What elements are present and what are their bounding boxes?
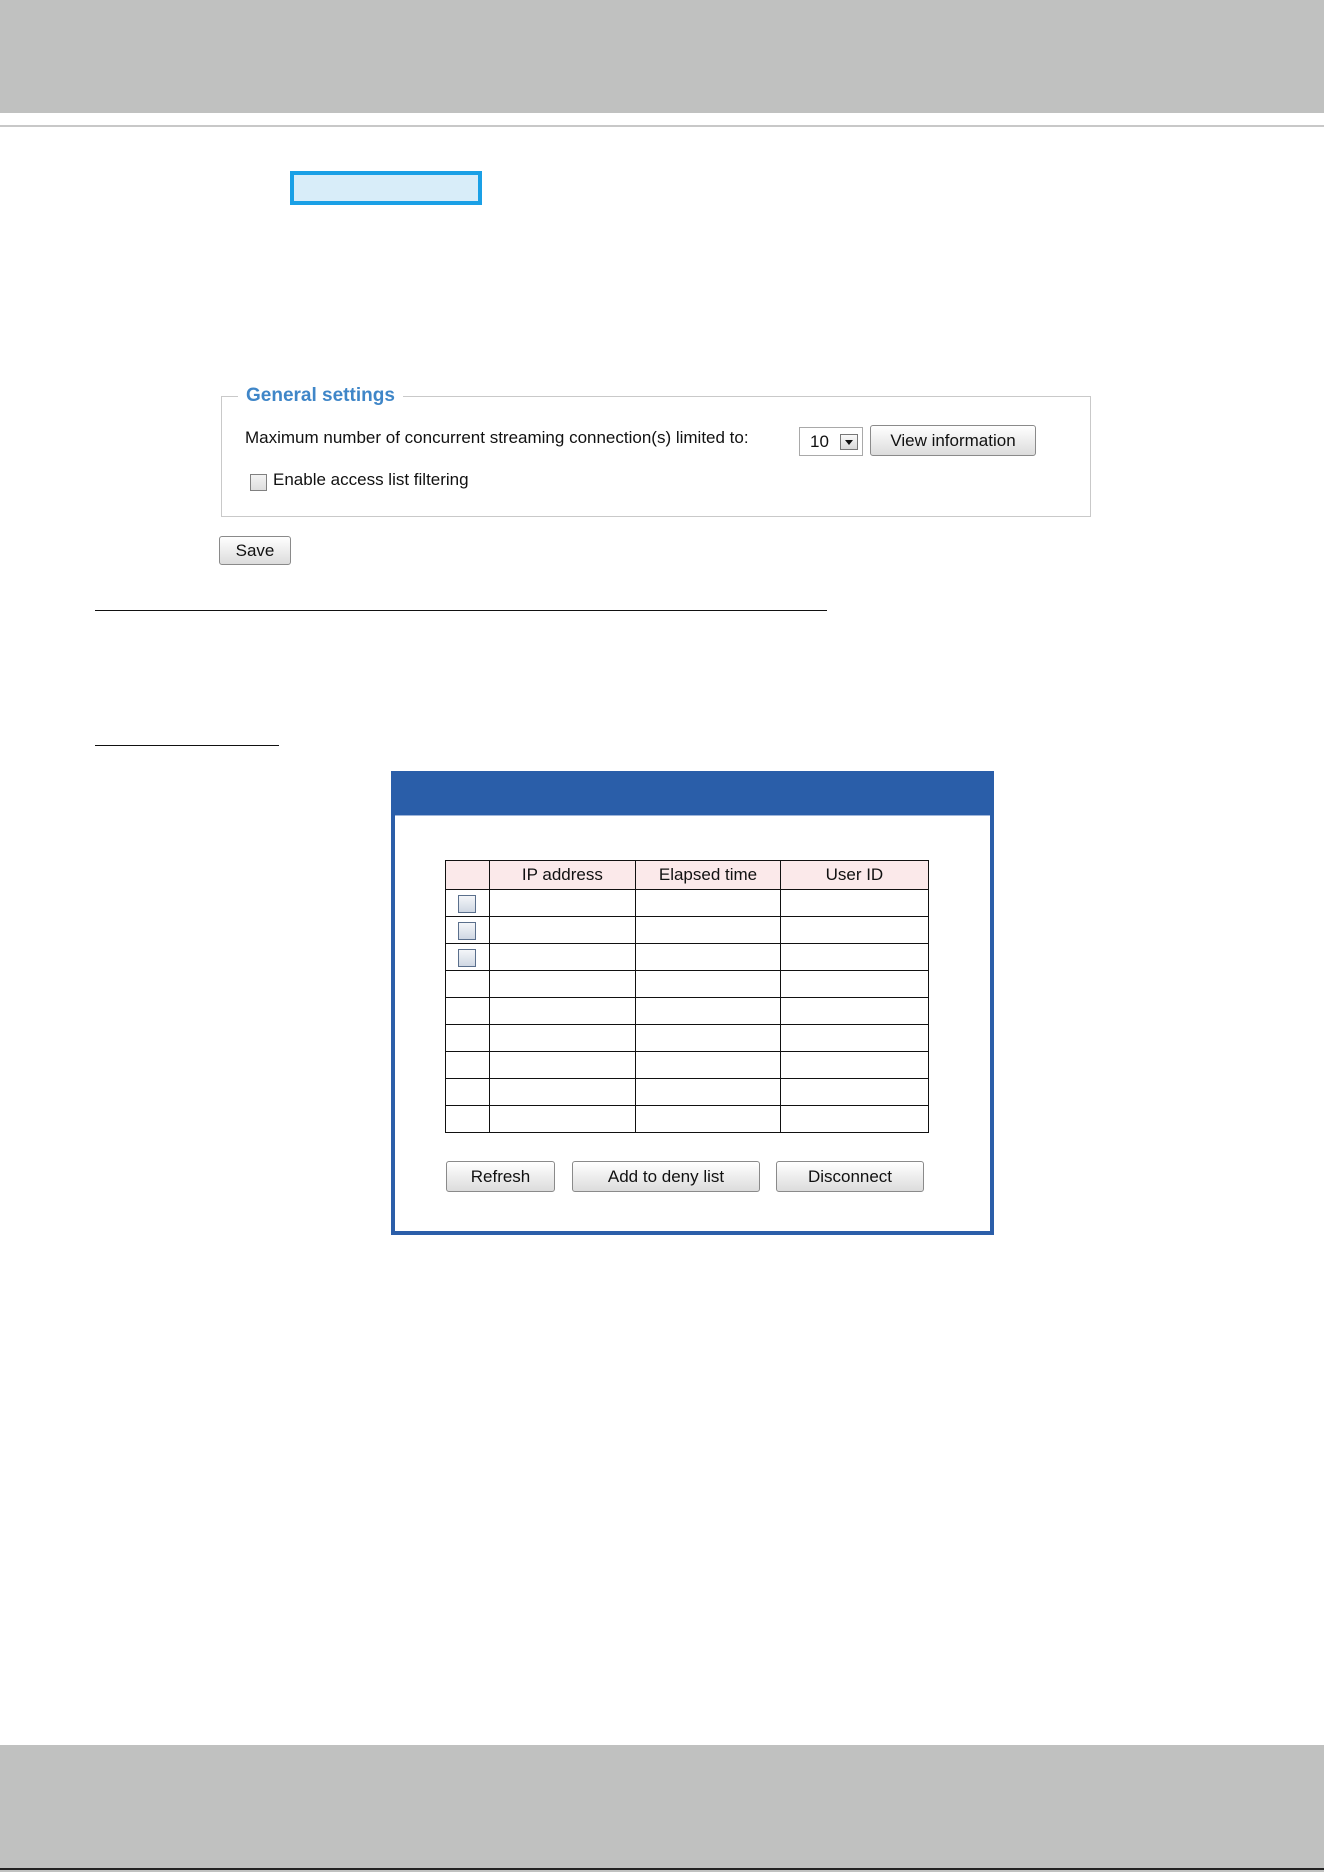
ip-address-cell	[489, 971, 636, 998]
max-connections-label: Maximum number of concurrent streaming connection(s) limited to:	[245, 428, 749, 447]
user-id-cell	[780, 917, 928, 944]
disconnect-button[interactable]: Disconnect	[776, 1161, 924, 1192]
table-row	[446, 1052, 929, 1079]
user-id-cell	[780, 971, 928, 998]
refresh-button[interactable]: Refresh	[446, 1161, 555, 1192]
header-divider	[0, 125, 1324, 127]
ip-address-cell	[489, 944, 636, 971]
elapsed-time-cell	[636, 1052, 781, 1079]
elapsed-time-cell	[636, 998, 781, 1025]
table-row	[446, 1079, 929, 1106]
elapsed-time-cell	[636, 1106, 781, 1133]
max-connections-select[interactable]	[799, 427, 863, 456]
row-checkbox[interactable]	[458, 895, 476, 913]
row-select-cell	[446, 917, 490, 944]
elapsed-time-cell	[636, 944, 781, 971]
select-column-header	[446, 861, 490, 890]
table-row	[446, 944, 929, 971]
elapsed-time-cell	[636, 1079, 781, 1106]
general-settings-legend: General settings	[238, 385, 403, 407]
chevron-down-icon[interactable]	[840, 434, 858, 450]
save-button[interactable]: Save	[219, 536, 291, 565]
elapsed-time-cell	[636, 917, 781, 944]
elapsed-time-cell	[636, 971, 781, 998]
enable-access-list-checkbox[interactable]	[250, 474, 267, 491]
row-select-cell	[446, 944, 490, 971]
row-checkbox[interactable]	[458, 922, 476, 940]
ip-address-cell	[489, 1025, 636, 1052]
ip-address-cell	[489, 917, 636, 944]
connection-table	[445, 860, 929, 1133]
user-id-cell	[780, 1025, 928, 1052]
user-id-cell	[780, 890, 928, 917]
connection-dialog-title-bar	[391, 771, 994, 815]
column-header-elapsed-time: Elapsed time	[636, 861, 781, 890]
table-row	[446, 1025, 929, 1052]
page-footer-band	[0, 1745, 1324, 1872]
max-connections-value: 10	[810, 432, 829, 451]
row-select-cell	[446, 1052, 490, 1079]
ip-address-cell	[489, 1052, 636, 1079]
table-row	[446, 998, 929, 1025]
dialog-inner-border	[395, 815, 990, 816]
table-row	[446, 917, 929, 944]
user-id-cell	[780, 1079, 928, 1106]
user-id-cell	[780, 944, 928, 971]
user-id-cell	[780, 1052, 928, 1079]
table-row	[446, 890, 929, 917]
footer-divider	[0, 1868, 1324, 1870]
user-id-cell	[780, 1106, 928, 1133]
elapsed-time-cell	[636, 1025, 781, 1052]
add-to-deny-list-button[interactable]: Add to deny list	[572, 1161, 760, 1192]
ip-address-cell	[489, 998, 636, 1025]
table-row	[446, 971, 929, 998]
section-underline	[95, 745, 279, 746]
row-select-cell	[446, 971, 490, 998]
page-header-band	[0, 0, 1324, 113]
row-select-cell	[446, 890, 490, 917]
ip-address-cell	[489, 1106, 636, 1133]
row-select-cell	[446, 1106, 490, 1133]
user-id-cell	[780, 998, 928, 1025]
row-select-cell	[446, 998, 490, 1025]
row-select-cell	[446, 1079, 490, 1106]
ip-address-cell	[489, 1079, 636, 1106]
table-header-row	[446, 861, 929, 890]
ip-address-cell	[489, 890, 636, 917]
highlighted-menu-item[interactable]	[290, 171, 482, 205]
table-row	[446, 1106, 929, 1133]
column-header-user-id: User ID	[780, 861, 928, 890]
enable-access-list-label: Enable access list filtering	[273, 470, 469, 489]
column-header-ip-address: IP address	[489, 861, 636, 890]
elapsed-time-cell	[636, 890, 781, 917]
section-divider	[95, 610, 827, 611]
row-select-cell	[446, 1025, 490, 1052]
general-settings-fieldset	[221, 396, 1091, 517]
row-checkbox[interactable]	[458, 949, 476, 967]
view-information-button[interactable]: View information	[870, 425, 1036, 456]
